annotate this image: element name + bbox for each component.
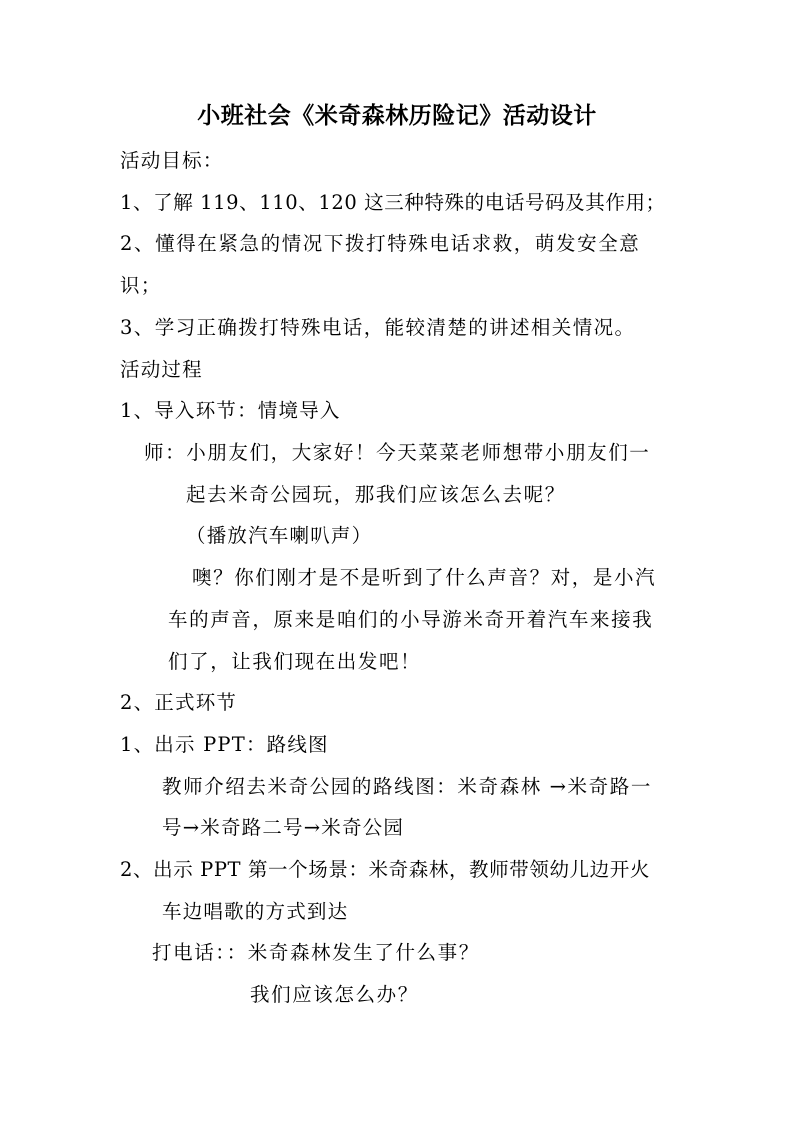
goal-2-line-1: 2、懂得在紧急的情况下拨打特殊电话求救，萌发安全意 [120,232,641,255]
goal-3: 3、学习正确拨打特殊电话，能较清楚的讲述相关情况。 [120,316,636,339]
sub-step-1-heading: 1、出示 PPT：路线图 [120,733,329,756]
teacher-speech-2-line-1: 噢？你们刚才是不是听到了什么声音？对，是小汽 [192,566,657,589]
phone-call-line-2: 我们应该怎么办？ [250,983,419,1006]
process-heading: 活动过程 [120,358,203,381]
step-1-heading: 1、导入环节：情境导入 [120,399,341,422]
sub-step-2-line-1: 2、出示 PPT 第一个场景：米奇森林，教师带领幼儿边开火 [120,858,650,881]
goal-2-line-2: 识； [120,274,162,297]
sub-step-2-line-2: 车边唱歌的方式到达 [162,900,349,923]
goals-heading: 活动目标： [120,149,224,172]
goal-1: 1、了解 119、110、120 这三种特殊的电话号码及其作用； [120,191,666,214]
teacher-speech-2-line-3: 们了，让我们现在出发吧！ [168,650,422,673]
step-2-heading: 2、正式环节 [120,691,238,714]
sound-note: （播放汽车喇叭声） [186,524,373,547]
teacher-speech-1-line-1: 师：小朋友们，大家好！今天菜菜老师想带小朋友们一 [144,441,651,464]
route-description-line-1: 教师介绍去米奇公园的路线图：米奇森林 →米奇路一 [162,775,652,798]
teacher-speech-2-line-2: 车的声音，原来是咱们的小导游米奇开着汽车来接我 [168,608,654,631]
phone-call-line-1: 打电话：：米奇森林发生了什么事？ [152,941,480,964]
teacher-speech-1-line-2: 起去米奇公园玩，那我们应该怎么去呢？ [186,483,566,506]
document-title: 小班社会《米奇森林历险记》活动设计 [197,103,597,129]
route-description-line-2: 号→米奇路二号→米奇公园 [162,816,405,839]
